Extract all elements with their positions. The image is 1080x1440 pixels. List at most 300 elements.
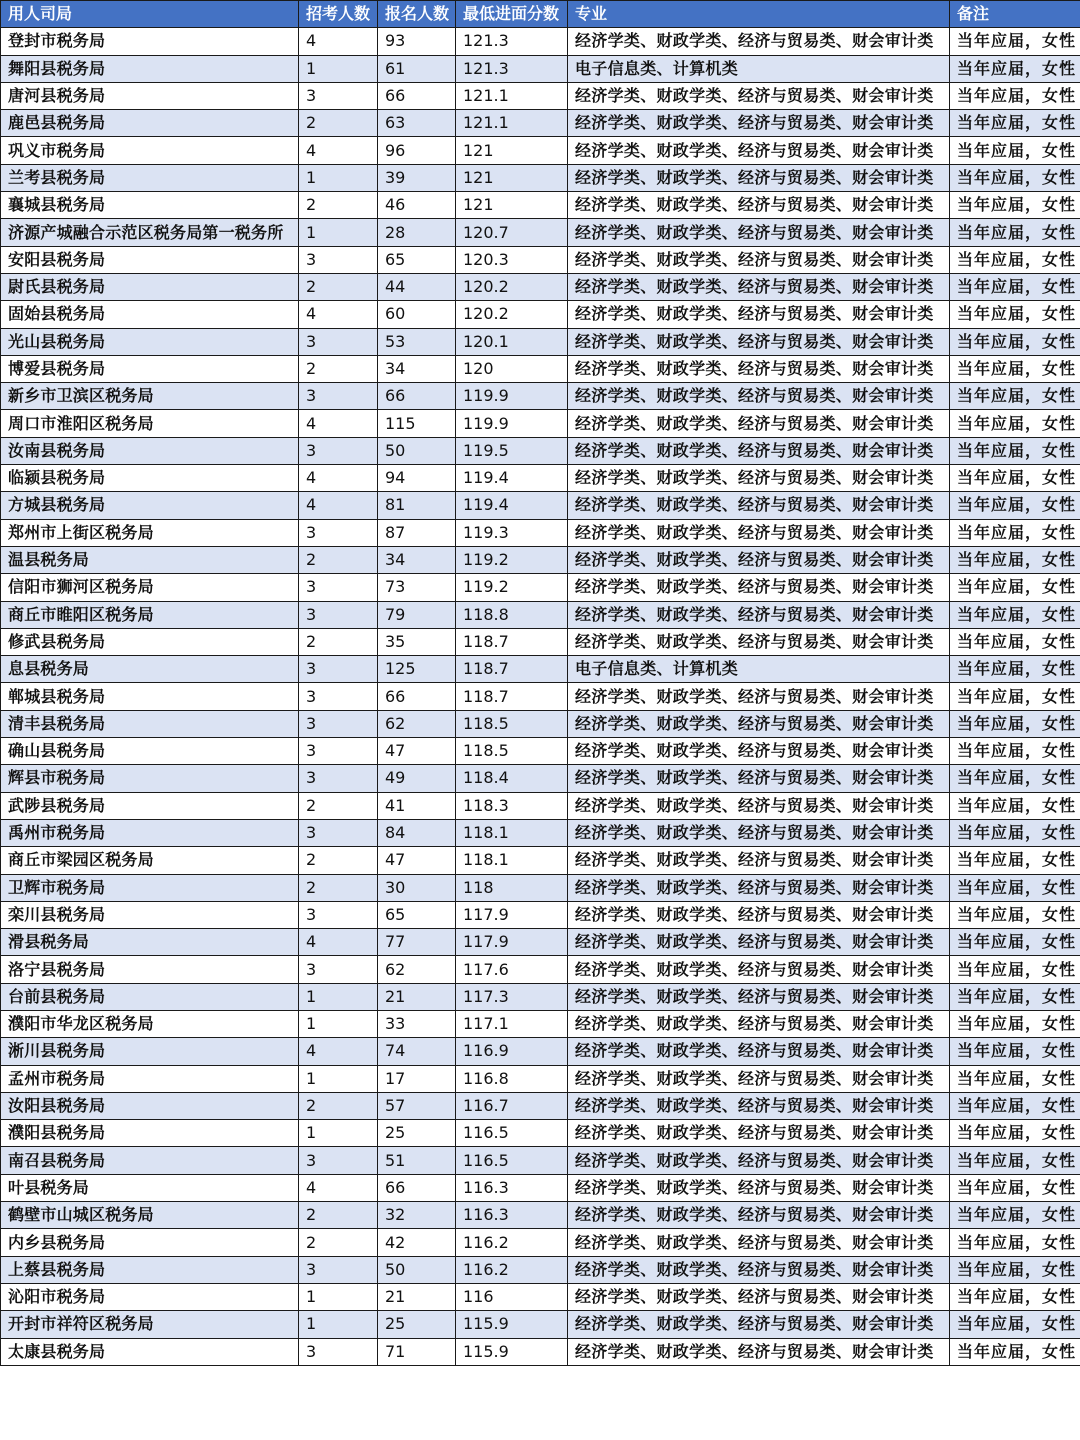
cell-quota: 3 (299, 82, 378, 109)
table-row (1, 328, 1080, 355)
cell-min-score: 118.4 (456, 765, 568, 792)
cell-quota: 2 (299, 546, 378, 573)
cell-unit: 洛宁县税务局 (1, 956, 299, 983)
cell-note: 当年应届，女性 (950, 1038, 1080, 1065)
table-row (1, 956, 1080, 983)
cell-note: 当年应届，女性 (950, 1010, 1080, 1037)
cell-major: 经济学类、财政学类、经济与贸易类、财会审计类 (568, 1065, 950, 1092)
cell-unit: 鹤壁市山城区税务局 (1, 1202, 299, 1229)
cell-applicants: 35 (378, 628, 456, 655)
cell-quota: 3 (299, 738, 378, 765)
cell-min-score: 118.3 (456, 792, 568, 819)
cell-unit: 孟州市税务局 (1, 1065, 299, 1092)
cell-unit: 郑州市上街区税务局 (1, 519, 299, 546)
cell-major: 经济学类、财政学类、经济与贸易类、财会审计类 (568, 410, 950, 437)
cell-min-score: 121.1 (456, 110, 568, 137)
cell-min-score: 115.9 (456, 1338, 568, 1365)
cell-major: 电子信息类、计算机类 (568, 55, 950, 82)
cell-unit: 鹿邑县税务局 (1, 110, 299, 137)
cell-note: 当年应届，女性 (950, 1311, 1080, 1338)
cell-quota: 4 (299, 137, 378, 164)
cell-min-score: 121 (456, 164, 568, 191)
table-row (1, 164, 1080, 191)
cell-applicants: 46 (378, 192, 456, 219)
cell-major: 经济学类、财政学类、经济与贸易类、财会审计类 (568, 1229, 950, 1256)
cell-min-score: 120.2 (456, 273, 568, 300)
cell-applicants: 84 (378, 819, 456, 846)
cell-major: 经济学类、财政学类、经济与贸易类、财会审计类 (568, 819, 950, 846)
cell-major: 经济学类、财政学类、经济与贸易类、财会审计类 (568, 28, 950, 55)
cell-unit: 辉县市税务局 (1, 765, 299, 792)
cell-applicants: 21 (378, 1283, 456, 1310)
cell-note: 当年应届，女性 (950, 601, 1080, 628)
cell-applicants: 65 (378, 901, 456, 928)
cell-unit: 息县税务局 (1, 656, 299, 683)
cell-unit: 开封市祥符区税务局 (1, 1311, 299, 1338)
table-row (1, 1038, 1080, 1065)
cell-major: 经济学类、财政学类、经济与贸易类、财会审计类 (568, 1202, 950, 1229)
cell-note: 当年应届，女性 (950, 1338, 1080, 1365)
cell-note: 当年应届，女性 (950, 410, 1080, 437)
header-row (1, 1, 1080, 28)
cell-major: 经济学类、财政学类、经济与贸易类、财会审计类 (568, 847, 950, 874)
cell-min-score: 118.8 (456, 601, 568, 628)
cell-applicants: 115 (378, 410, 456, 437)
cell-major: 经济学类、财政学类、经济与贸易类、财会审计类 (568, 110, 950, 137)
cell-unit: 襄城县税务局 (1, 192, 299, 219)
cell-major: 经济学类、财政学类、经济与贸易类、财会审计类 (568, 246, 950, 273)
table-row (1, 246, 1080, 273)
cell-min-score: 121 (456, 192, 568, 219)
table-row (1, 465, 1080, 492)
table-row (1, 847, 1080, 874)
cell-min-score: 116.8 (456, 1065, 568, 1092)
table-row (1, 137, 1080, 164)
table-row (1, 192, 1080, 219)
cell-quota: 3 (299, 765, 378, 792)
cell-major: 经济学类、财政学类、经济与贸易类、财会审计类 (568, 82, 950, 109)
cell-note: 当年应届，女性 (950, 683, 1080, 710)
cell-quota: 3 (299, 519, 378, 546)
cell-major: 经济学类、财政学类、经济与贸易类、财会审计类 (568, 1147, 950, 1174)
cell-min-score: 116 (456, 1283, 568, 1310)
table-row (1, 574, 1080, 601)
cell-note: 当年应届，女性 (950, 628, 1080, 655)
table-row (1, 1256, 1080, 1283)
cell-note: 当年应届，女性 (950, 137, 1080, 164)
cell-quota: 3 (299, 656, 378, 683)
cell-quota: 1 (299, 983, 378, 1010)
cell-applicants: 125 (378, 656, 456, 683)
table-row (1, 273, 1080, 300)
cell-quota: 3 (299, 246, 378, 273)
cell-min-score: 118 (456, 874, 568, 901)
cell-note: 当年应届，女性 (950, 819, 1080, 846)
cell-unit: 内乡县税务局 (1, 1229, 299, 1256)
cell-min-score: 117.9 (456, 901, 568, 928)
table-row (1, 110, 1080, 137)
cell-unit: 舞阳县税务局 (1, 55, 299, 82)
cell-applicants: 32 (378, 1202, 456, 1229)
cell-applicants: 49 (378, 765, 456, 792)
cell-note: 当年应届，女性 (950, 273, 1080, 300)
cell-note: 当年应届，女性 (950, 465, 1080, 492)
cell-quota: 2 (299, 355, 378, 382)
cell-major: 经济学类、财政学类、经济与贸易类、财会审计类 (568, 273, 950, 300)
cell-applicants: 93 (378, 28, 456, 55)
cell-major: 经济学类、财政学类、经济与贸易类、财会审计类 (568, 437, 950, 464)
table-row (1, 1147, 1080, 1174)
cell-unit: 栾川县税务局 (1, 901, 299, 928)
table-row (1, 628, 1080, 655)
cell-note: 当年应届，女性 (950, 765, 1080, 792)
cell-unit: 武陟县税务局 (1, 792, 299, 819)
cell-unit: 安阳县税务局 (1, 246, 299, 273)
cell-unit: 修武县税务局 (1, 628, 299, 655)
header-applicants: 报名人数 (378, 1, 456, 28)
cell-applicants: 21 (378, 983, 456, 1010)
cell-unit: 临颍县税务局 (1, 465, 299, 492)
cell-quota: 2 (299, 192, 378, 219)
cell-note: 当年应届，女性 (950, 847, 1080, 874)
table-row (1, 82, 1080, 109)
table-row (1, 710, 1080, 737)
cell-applicants: 57 (378, 1092, 456, 1119)
cell-major: 经济学类、财政学类、经济与贸易类、财会审计类 (568, 738, 950, 765)
cell-min-score: 119.4 (456, 465, 568, 492)
cell-quota: 1 (299, 1010, 378, 1037)
table-row (1, 683, 1080, 710)
cell-note: 当年应届，女性 (950, 929, 1080, 956)
cell-applicants: 63 (378, 110, 456, 137)
cell-major: 经济学类、财政学类、经济与贸易类、财会审计类 (568, 328, 950, 355)
cell-quota: 2 (299, 1202, 378, 1229)
cell-major: 经济学类、财政学类、经济与贸易类、财会审计类 (568, 219, 950, 246)
cell-min-score: 120.2 (456, 301, 568, 328)
cell-major: 经济学类、财政学类、经济与贸易类、财会审计类 (568, 301, 950, 328)
cell-major: 经济学类、财政学类、经济与贸易类、财会审计类 (568, 792, 950, 819)
cell-major: 经济学类、财政学类、经济与贸易类、财会审计类 (568, 1038, 950, 1065)
table-row (1, 983, 1080, 1010)
cell-note: 当年应届，女性 (950, 1202, 1080, 1229)
cell-unit: 新乡市卫滨区税务局 (1, 383, 299, 410)
cell-major: 经济学类、财政学类、经济与贸易类、财会审计类 (568, 164, 950, 191)
cell-min-score: 120.1 (456, 328, 568, 355)
cell-unit: 汝南县税务局 (1, 437, 299, 464)
cell-major: 经济学类、财政学类、经济与贸易类、财会审计类 (568, 683, 950, 710)
table-row (1, 656, 1080, 683)
cell-min-score: 116.2 (456, 1256, 568, 1283)
cell-quota: 1 (299, 164, 378, 191)
cell-applicants: 94 (378, 465, 456, 492)
cell-unit: 尉氏县税务局 (1, 273, 299, 300)
cell-applicants: 34 (378, 546, 456, 573)
cell-note: 当年应届，女性 (950, 1229, 1080, 1256)
cell-min-score: 118.7 (456, 683, 568, 710)
cell-major: 经济学类、财政学类、经济与贸易类、财会审计类 (568, 1311, 950, 1338)
cell-note: 当年应届，女性 (950, 901, 1080, 928)
cell-major: 经济学类、财政学类、经济与贸易类、财会审计类 (568, 1174, 950, 1201)
cell-unit: 登封市税务局 (1, 28, 299, 55)
cell-note: 当年应届，女性 (950, 983, 1080, 1010)
table-row (1, 1229, 1080, 1256)
cell-major: 电子信息类、计算机类 (568, 656, 950, 683)
table-row (1, 929, 1080, 956)
cell-unit: 光山县税务局 (1, 328, 299, 355)
cell-applicants: 28 (378, 219, 456, 246)
cell-quota: 3 (299, 819, 378, 846)
table-row (1, 519, 1080, 546)
cell-min-score: 117.6 (456, 956, 568, 983)
cell-applicants: 87 (378, 519, 456, 546)
table-row (1, 28, 1080, 55)
cell-min-score: 118.5 (456, 710, 568, 737)
cell-note: 当年应届，女性 (950, 574, 1080, 601)
cell-quota: 3 (299, 383, 378, 410)
cell-applicants: 61 (378, 55, 456, 82)
cell-quota: 2 (299, 1092, 378, 1119)
cell-applicants: 47 (378, 847, 456, 874)
cell-unit: 滑县税务局 (1, 929, 299, 956)
cell-applicants: 25 (378, 1311, 456, 1338)
cell-applicants: 33 (378, 1010, 456, 1037)
cell-quota: 3 (299, 683, 378, 710)
table-row (1, 492, 1080, 519)
cell-min-score: 119.5 (456, 437, 568, 464)
table-row (1, 1202, 1080, 1229)
cell-min-score: 120.3 (456, 246, 568, 273)
header-major: 专业 (568, 1, 950, 28)
cell-applicants: 30 (378, 874, 456, 901)
table-row (1, 410, 1080, 437)
cell-applicants: 66 (378, 383, 456, 410)
cell-note: 当年应届，女性 (950, 656, 1080, 683)
cell-quota: 3 (299, 437, 378, 464)
cell-applicants: 44 (378, 273, 456, 300)
cell-applicants: 71 (378, 1338, 456, 1365)
cell-unit: 周口市淮阳区税务局 (1, 410, 299, 437)
cell-applicants: 65 (378, 246, 456, 273)
cell-min-score: 115.9 (456, 1311, 568, 1338)
cell-note: 当年应届，女性 (950, 82, 1080, 109)
cell-major: 经济学类、财政学类、经济与贸易类、财会审计类 (568, 465, 950, 492)
table-row (1, 1174, 1080, 1201)
cell-unit: 商丘市睢阳区税务局 (1, 601, 299, 628)
cell-quota: 1 (299, 1283, 378, 1310)
table-row (1, 301, 1080, 328)
cell-unit: 禹州市税务局 (1, 819, 299, 846)
cell-major: 经济学类、财政学类、经济与贸易类、财会审计类 (568, 1256, 950, 1283)
cell-note: 当年应届，女性 (950, 383, 1080, 410)
cell-note: 当年应届，女性 (950, 1147, 1080, 1174)
cell-quota: 4 (299, 1174, 378, 1201)
cell-quota: 3 (299, 1147, 378, 1174)
cell-min-score: 116.3 (456, 1174, 568, 1201)
cell-applicants: 50 (378, 1256, 456, 1283)
cell-note: 当年应届，女性 (950, 192, 1080, 219)
cell-applicants: 73 (378, 574, 456, 601)
cell-major: 经济学类、财政学类、经济与贸易类、财会审计类 (568, 355, 950, 382)
cell-unit: 汝阳县税务局 (1, 1092, 299, 1119)
cell-min-score: 121.3 (456, 55, 568, 82)
cell-min-score: 119.2 (456, 574, 568, 601)
cell-note: 当年应届，女性 (950, 1092, 1080, 1119)
cell-quota: 2 (299, 628, 378, 655)
cell-quota: 4 (299, 28, 378, 55)
cell-min-score: 117.9 (456, 929, 568, 956)
table-row (1, 55, 1080, 82)
cell-unit: 固始县税务局 (1, 301, 299, 328)
cell-min-score: 119.9 (456, 410, 568, 437)
cell-note: 当年应届，女性 (950, 110, 1080, 137)
cell-min-score: 121.3 (456, 28, 568, 55)
cell-min-score: 119.9 (456, 383, 568, 410)
cell-quota: 1 (299, 1311, 378, 1338)
cell-applicants: 17 (378, 1065, 456, 1092)
table-row (1, 1092, 1080, 1119)
cell-quota: 1 (299, 55, 378, 82)
cell-quota: 1 (299, 219, 378, 246)
cell-note: 当年应届，女性 (950, 55, 1080, 82)
cell-major: 经济学类、财政学类、经济与贸易类、财会审计类 (568, 546, 950, 573)
cell-min-score: 116.7 (456, 1092, 568, 1119)
cell-min-score: 120.7 (456, 219, 568, 246)
cell-note: 当年应届，女性 (950, 710, 1080, 737)
header-min-score: 最低进面分数 (456, 1, 568, 28)
cell-quota: 3 (299, 901, 378, 928)
cell-quota: 2 (299, 847, 378, 874)
cell-applicants: 66 (378, 683, 456, 710)
cell-applicants: 96 (378, 137, 456, 164)
table-row (1, 792, 1080, 819)
cell-min-score: 116.2 (456, 1229, 568, 1256)
table-row (1, 601, 1080, 628)
cell-applicants: 74 (378, 1038, 456, 1065)
cell-quota: 3 (299, 710, 378, 737)
header-note: 备注 (950, 1, 1080, 28)
cell-quota: 4 (299, 492, 378, 519)
cell-major: 经济学类、财政学类、经济与贸易类、财会审计类 (568, 601, 950, 628)
cell-major: 经济学类、财政学类、经济与贸易类、财会审计类 (568, 1010, 950, 1037)
cell-quota: 4 (299, 410, 378, 437)
cell-min-score: 121.1 (456, 82, 568, 109)
cell-major: 经济学类、财政学类、经济与贸易类、财会审计类 (568, 574, 950, 601)
cell-major: 经济学类、财政学类、经济与贸易类、财会审计类 (568, 1283, 950, 1310)
cell-applicants: 42 (378, 1229, 456, 1256)
cell-major: 经济学类、财政学类、经济与贸易类、财会审计类 (568, 383, 950, 410)
header-unit: 用人司局 (1, 1, 299, 28)
cell-min-score: 118.5 (456, 738, 568, 765)
table-row (1, 355, 1080, 382)
cell-unit: 商丘市梁园区税务局 (1, 847, 299, 874)
cell-quota: 2 (299, 273, 378, 300)
cell-quota: 2 (299, 874, 378, 901)
cell-quota: 4 (299, 1038, 378, 1065)
cell-quota: 3 (299, 601, 378, 628)
cell-quota: 1 (299, 1065, 378, 1092)
cell-applicants: 53 (378, 328, 456, 355)
cell-major: 经济学类、财政学类、经济与贸易类、财会审计类 (568, 901, 950, 928)
cell-unit: 南召县税务局 (1, 1147, 299, 1174)
table-row (1, 1065, 1080, 1092)
cell-min-score: 118.1 (456, 819, 568, 846)
table-row (1, 874, 1080, 901)
cell-unit: 济源产城融合示范区税务局第一税务所 (1, 219, 299, 246)
cell-quota: 1 (299, 1120, 378, 1147)
cell-min-score: 118.1 (456, 847, 568, 874)
cell-unit: 巩义市税务局 (1, 137, 299, 164)
cell-min-score: 119.4 (456, 492, 568, 519)
cell-major: 经济学类、财政学类、经济与贸易类、财会审计类 (568, 1338, 950, 1365)
cell-note: 当年应届，女性 (950, 546, 1080, 573)
cell-note: 当年应届，女性 (950, 28, 1080, 55)
cell-applicants: 66 (378, 82, 456, 109)
cell-major: 经济学类、财政学类、经济与贸易类、财会审计类 (568, 765, 950, 792)
cell-applicants: 34 (378, 355, 456, 382)
cell-quota: 3 (299, 574, 378, 601)
cell-note: 当年应届，女性 (950, 1065, 1080, 1092)
cell-quota: 2 (299, 110, 378, 137)
cell-note: 当年应届，女性 (950, 1174, 1080, 1201)
cell-unit: 确山县税务局 (1, 738, 299, 765)
cell-min-score: 119.2 (456, 546, 568, 573)
cell-major: 经济学类、财政学类、经济与贸易类、财会审计类 (568, 1120, 950, 1147)
cell-min-score: 116.5 (456, 1120, 568, 1147)
cell-note: 当年应届，女性 (950, 355, 1080, 382)
cell-quota: 4 (299, 929, 378, 956)
table-row (1, 901, 1080, 928)
cell-major: 经济学类、财政学类、经济与贸易类、财会审计类 (568, 929, 950, 956)
cell-min-score: 118.7 (456, 628, 568, 655)
cell-unit: 郸城县税务局 (1, 683, 299, 710)
cell-applicants: 77 (378, 929, 456, 956)
cell-min-score: 117.3 (456, 983, 568, 1010)
table-row (1, 383, 1080, 410)
cell-min-score: 116.3 (456, 1202, 568, 1229)
cell-unit: 清丰县税务局 (1, 710, 299, 737)
cell-unit: 唐河县税务局 (1, 82, 299, 109)
cell-applicants: 62 (378, 956, 456, 983)
table-header (1, 1, 1080, 28)
cell-note: 当年应届，女性 (950, 874, 1080, 901)
cell-min-score: 118.7 (456, 656, 568, 683)
cell-note: 当年应届，女性 (950, 437, 1080, 464)
table-row (1, 1338, 1080, 1365)
cell-major: 经济学类、财政学类、经济与贸易类、财会审计类 (568, 519, 950, 546)
cell-applicants: 81 (378, 492, 456, 519)
cell-note: 当年应届，女性 (950, 738, 1080, 765)
cell-quota: 2 (299, 1229, 378, 1256)
cell-applicants: 51 (378, 1147, 456, 1174)
cell-major: 经济学类、财政学类、经济与贸易类、财会审计类 (568, 956, 950, 983)
cell-major: 经济学类、财政学类、经济与贸易类、财会审计类 (568, 628, 950, 655)
cell-quota: 3 (299, 1256, 378, 1283)
cell-unit: 卫辉市税务局 (1, 874, 299, 901)
table-body (1, 28, 1080, 1366)
cell-note: 当年应届，女性 (950, 1120, 1080, 1147)
cell-applicants: 50 (378, 437, 456, 464)
table-row (1, 1120, 1080, 1147)
cell-major: 经济学类、财政学类、经济与贸易类、财会审计类 (568, 710, 950, 737)
cell-note: 当年应届，女性 (950, 164, 1080, 191)
cell-unit: 太康县税务局 (1, 1338, 299, 1365)
cell-quota: 3 (299, 328, 378, 355)
table-row (1, 546, 1080, 573)
cell-unit: 濮阳县税务局 (1, 1120, 299, 1147)
cell-quota: 3 (299, 956, 378, 983)
cell-note: 当年应届，女性 (950, 1283, 1080, 1310)
cell-quota: 4 (299, 465, 378, 492)
